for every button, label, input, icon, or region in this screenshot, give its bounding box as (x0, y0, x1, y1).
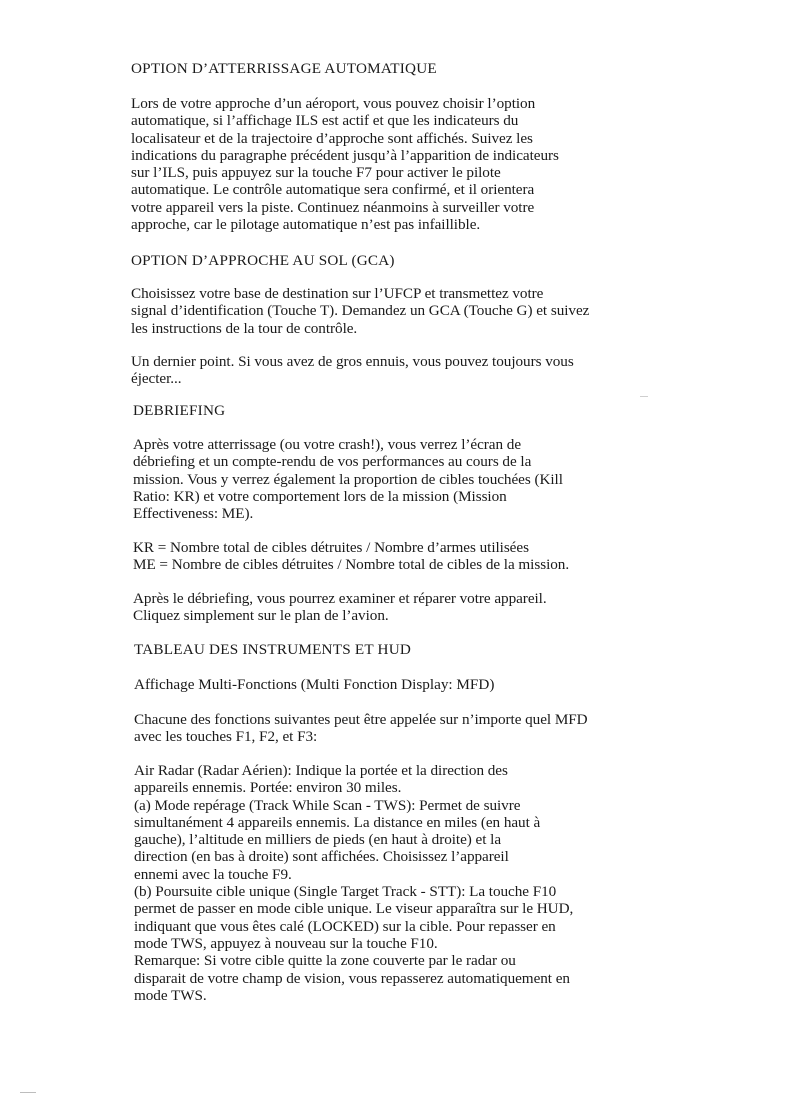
paragraph-debriefing (133, 436, 693, 522)
text-line: Ratio: KR) et votre comportement lors de la mission (Mission (133, 487, 507, 505)
text-line: Air Radar (Radar Aérien): Indique la portée et la direction des (134, 762, 508, 779)
text-line: votre appareil vers la piste. Continuez néanmoins à surveiller votre (131, 198, 535, 216)
text-line: Après le débriefing, vous pourrez examiner et réparer votre appareil. (133, 590, 547, 607)
formula-me: ME = Nombre de cibles détruites / Nombre total de cibles de la mission. (133, 556, 570, 574)
paragraph-autoland (131, 95, 691, 233)
text-line: Remarque: Si votre cible quitte la zone couverte par le radar ou (134, 952, 516, 970)
text-line: indications du paragraphe précédent jusqu’à l’apparition de indicateurs (131, 146, 559, 164)
text-line: (a) Mode repérage (Track While Scan - TWS): Permet de suivre (134, 796, 521, 814)
text-line: Après votre atterrissage (ou votre crash!), vous verrez l’écran de (133, 436, 522, 453)
text-line: mission. Vous y verrez également la proportion de cibles touchées (Kill (133, 470, 563, 488)
text-line: localisateur et de la trajectoire d’approche sont affichés. Suivez les (131, 129, 533, 147)
text-line: Cliquez simplement sur le plan de l’avion. (133, 607, 389, 625)
text-line: Choisissez votre base de destination sur l’UFCP et transmettez votre (131, 285, 544, 302)
subheading-mfd: Affichage Multi-Fonctions (Multi Fonction Display: MFD) (134, 676, 495, 693)
text-line: avec les touches F1, F2, et F3: (134, 728, 318, 746)
heading-instruments: TABLEAU DES INSTRUMENTS ET HUD (134, 641, 412, 658)
scan-artifact (640, 396, 648, 397)
text-line: les instructions de la tour de contrôle. (131, 319, 358, 337)
text-line: mode TWS. (134, 986, 207, 1004)
text-line: gauche), l’altitude en milliers de pieds (en haut à droite) et la (134, 831, 502, 849)
text-line: indiquant que vous êtes calé (LOCKED) sur la cible. Pour repasser en (134, 917, 556, 935)
paragraph-eject (131, 353, 691, 388)
text-line: éjecter... (131, 370, 182, 388)
text-line: automatique, si l’affichage ILS est actif et que les indicateurs du (131, 112, 519, 130)
formula-block (133, 539, 693, 574)
paragraph-air-radar (134, 762, 694, 1004)
text-line: mode TWS, appuyez à nouveau sur la touche F10. (134, 934, 438, 952)
scan-artifact (20, 1092, 36, 1093)
heading-autoland: OPTION D’ATTERRISSAGE AUTOMATIQUE (131, 60, 437, 77)
paragraph-mfd-intro (134, 711, 694, 746)
paragraph-gca (131, 285, 691, 337)
text-line: ennemi avec la touche F9. (134, 865, 292, 883)
text-line: sur l’ILS, puis appuyez sur la touche F7 pour activer le pilote (131, 164, 501, 182)
text-line: Un dernier point. Si vous avez de gros ennuis, vous pouvez toujours vous (131, 353, 574, 370)
text-line: Chacune des fonctions suivantes peut être appelée sur n’importe quel MFD (134, 711, 588, 728)
text-line: Lors de votre approche d’un aéroport, vous pouvez choisir l’option (131, 95, 536, 112)
text-line: (b) Poursuite cible unique (Single Target Track - STT): La touche F10 (134, 883, 557, 901)
text-line: débriefing et un compte-rendu de vos performances au cours de la (133, 453, 532, 471)
text-line: approche, car le pilotage automatique n’est pas infaillible. (131, 216, 481, 234)
text-line: Effectiveness: ME). (133, 505, 254, 523)
paragraph-repair (133, 590, 693, 625)
text-line: disparait de votre champ de vision, vous repasserez automatiquement en (134, 969, 570, 987)
heading-debriefing: DEBRIEFING (133, 402, 226, 419)
text-line: permet de passer en mode cible unique. Le viseur apparaîtra sur le HUD, (134, 900, 574, 918)
text-line: signal d’identification (Touche T). Demandez un GCA (Touche G) et suivez (131, 302, 590, 320)
text-line: automatique. Le contrôle automatique sera confirmé, et il orientera (131, 181, 535, 199)
text-line: appareils ennemis. Portée: environ 30 miles. (134, 779, 402, 797)
text-line: direction (en bas à droite) sont affichées. Choisissez l’appareil (134, 848, 509, 866)
heading-gca: OPTION D’APPROCHE AU SOL (GCA) (131, 252, 395, 269)
text-line: simultanément 4 appareils ennemis. La distance en miles (en haut à (134, 813, 541, 831)
formula-kr: KR = Nombre total de cibles détruites / Nombre d’armes utilisées (133, 539, 529, 556)
